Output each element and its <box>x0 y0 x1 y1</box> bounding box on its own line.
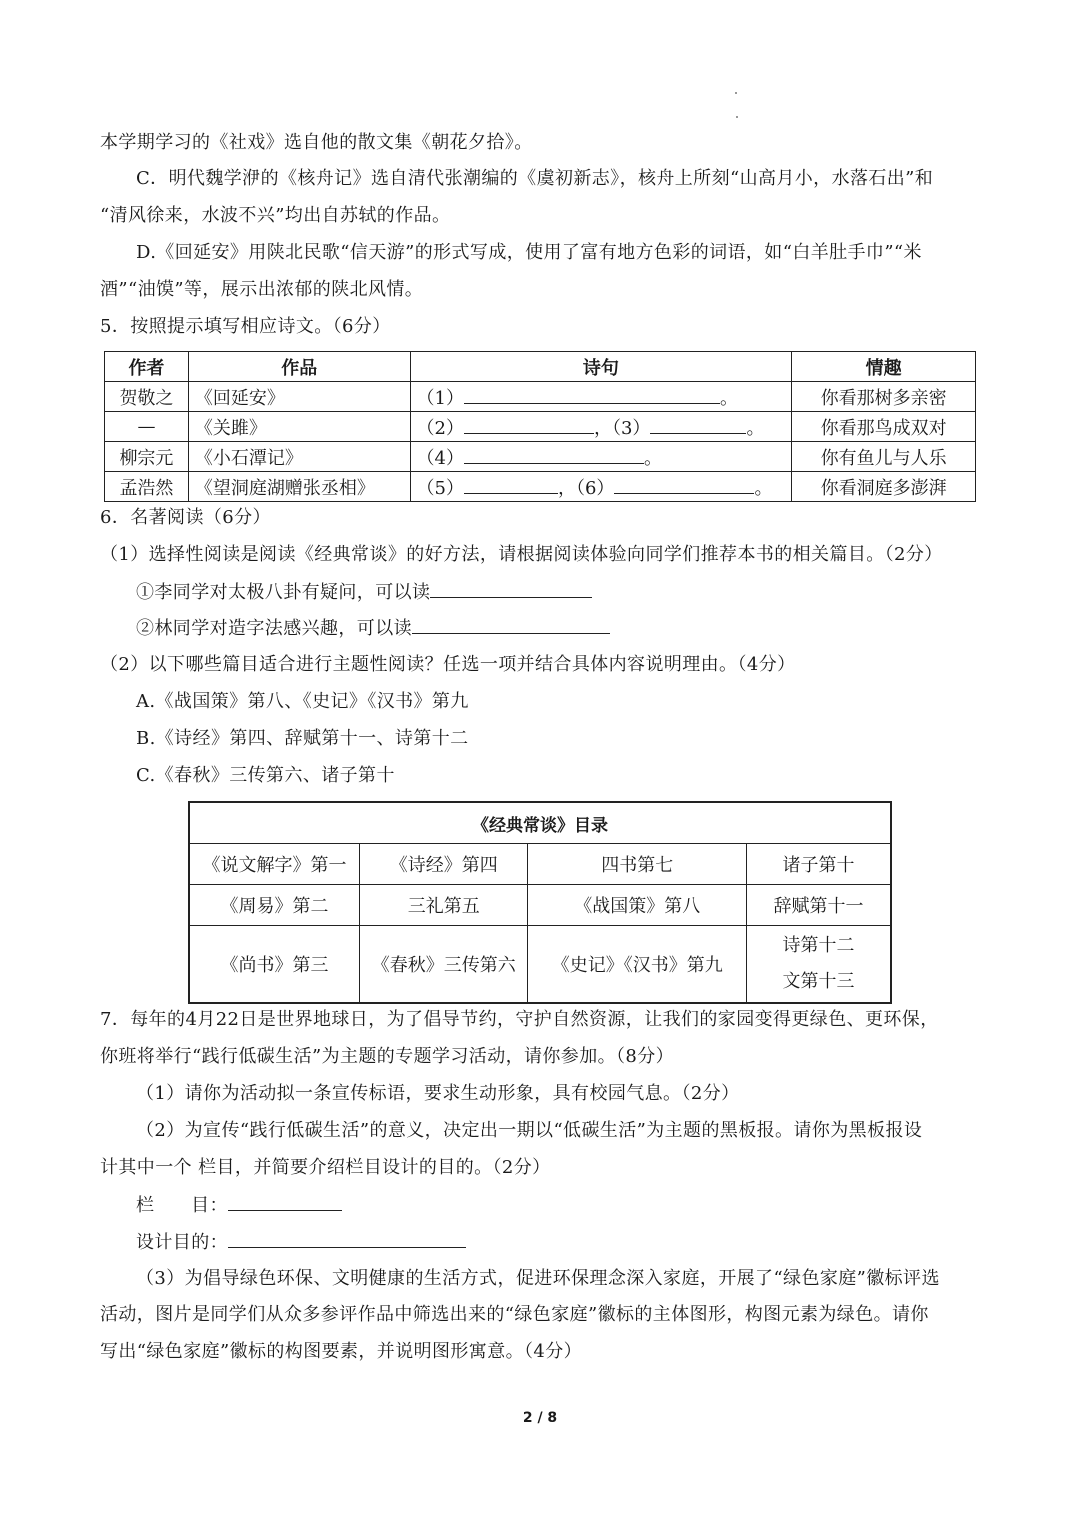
answer-blank-purpose[interactable] <box>228 1229 466 1248</box>
page-number: 2 / 8 <box>522 1410 558 1426</box>
lanmu-label: 栏 目： <box>136 1195 228 1216</box>
toc-cell: 《说文解字》第一 <box>189 844 359 885</box>
toc-cell: 辞赋第十一 <box>747 885 891 926</box>
q6-part1-b-text: ②林同学对造字法感兴趣，可以读 <box>136 618 412 639</box>
header-mood: 情趣 <box>792 352 976 382</box>
answer-blank-q6-b[interactable] <box>412 615 610 634</box>
header-work: 作品 <box>188 352 410 382</box>
toc-cell-stacked <box>747 926 891 1004</box>
verse-cell <box>410 382 792 412</box>
work-cell: 《望洞庭湖赠张丞相》 <box>188 472 410 502</box>
answer-blank-5[interactable] <box>464 475 558 494</box>
toc-cell: 《周易》第二 <box>189 885 359 926</box>
verse-label: （1） <box>416 387 464 409</box>
verse-end: 。 <box>754 477 773 499</box>
q7-sub3-line2: 活动，图片是同学们从众多参评作品中筛选出来的“绿色家庭”徽标的主体图形，构图元素为绿色。请你 <box>100 1304 929 1325</box>
verse-label: （4） <box>416 447 464 469</box>
q7-sub2-line2: 计其中一个 栏目，并简要介绍栏目设计的目的。（2分） <box>100 1157 551 1178</box>
scan-speck <box>736 116 738 118</box>
answer-blank-4[interactable] <box>464 445 644 464</box>
header-verse: 诗句 <box>410 352 792 382</box>
answer-blank-2[interactable] <box>464 415 594 434</box>
q6-part2: （2）以下哪些篇目适合进行主题性阅读？任选一项并结合具体内容说明理由。（4分） <box>100 654 796 675</box>
q4-option-d-line1: D.《回延安》用陕北民歌“信天游”的形式写成，使用了富有地方色彩的词语，如“白羊肚手巾”“米 <box>136 242 922 263</box>
mood-cell: 你看那树多亲密 <box>792 382 976 412</box>
poem-table-header <box>105 352 976 382</box>
q6-part1-b <box>136 615 610 642</box>
poem-table <box>104 351 976 502</box>
header-author: 作者 <box>105 352 189 382</box>
author-cell: 孟浩然 <box>105 472 189 502</box>
toc-cell: 《春秋》三传第六 <box>359 926 527 1004</box>
q7-sub2-line1: （2）为宣传“践行低碳生活”的意义，决定出一期以“低碳生活”为主题的黑板报。请你为黑板报设 <box>136 1120 923 1141</box>
verse-cell <box>410 412 792 442</box>
q6-title: 6．名著阅读（6分） <box>100 507 271 528</box>
verse-end: 。 <box>746 417 765 439</box>
answer-blank-3[interactable] <box>650 415 746 434</box>
toc-entry: 诗第十二 <box>782 935 855 956</box>
toc-title: 《经典常谈》目录 <box>189 802 891 844</box>
toc-cell: 《诗经》第四 <box>359 844 527 885</box>
q6-option-b: B.《诗经》第四、辞赋第十一、诗第十二 <box>136 728 469 749</box>
work-cell: 《回延安》 <box>188 382 410 412</box>
verse-cell <box>410 472 792 502</box>
answer-blank-q6-a[interactable] <box>430 579 592 598</box>
toc-entry: 文第十三 <box>782 971 855 992</box>
verse-label: （5） <box>416 477 464 499</box>
toc-cell: 三礼第五 <box>359 885 527 926</box>
q4-option-c-line1: C．明代魏学洢的《核舟记》选自清代张潮编的《虞初新志》，核舟上所刻“山高月小，水落石出”和 <box>136 168 934 189</box>
verse-mid: ，（3） <box>593 417 651 439</box>
toc-cell: 四书第七 <box>528 844 747 885</box>
toc-cell: 《史记》《汉书》第九 <box>528 926 747 1004</box>
q7-sub3-line3: 写出“绿色家庭”徽标的构图要素，并说明图形寓意。（4分） <box>100 1341 583 1362</box>
verse-end: 。 <box>643 447 662 469</box>
q6-part1-a-text: ①李同学对太极八卦有疑问，可以读 <box>136 582 431 603</box>
q7-line2: 你班将举行“践行低碳生活”为主题的专题学习活动，请你参加。（8分） <box>100 1046 675 1067</box>
q7-sub1: （1）请你为活动拟一条宣传标语，要求生动形象，具有校园气息。（2分） <box>136 1083 740 1104</box>
q5-title: 5．按照提示填写相应诗文。（6分） <box>100 316 391 337</box>
author-cell: 柳宗元 <box>105 442 189 472</box>
q6-option-c: C.《春秋》三传第六、诸子第十 <box>136 765 395 786</box>
q6-option-a: A.《战国策》第八、《史记》《汉书》第九 <box>136 691 469 712</box>
author-cell: 贺敬之 <box>105 382 189 412</box>
mood-cell: 你看洞庭多澎湃 <box>792 472 976 502</box>
verse-label: （2） <box>416 417 464 439</box>
mood-cell: 你看那鸟成双对 <box>792 412 976 442</box>
scan-speck <box>735 92 737 94</box>
work-cell: 《关雎》 <box>188 412 410 442</box>
verse-end: 。 <box>719 387 738 409</box>
toc-cell: 诸子第十 <box>747 844 891 885</box>
q6-part1-a <box>136 579 592 606</box>
table-row <box>189 844 891 885</box>
purpose-label: 设计目的： <box>136 1232 228 1253</box>
toc-cell: 《尚书》第三 <box>189 926 359 1004</box>
q7-sub3-line1: （3）为倡导绿色环保、文明健康的生活方式，促进环保理念深入家庭，开展了“绿色家庭”徽标评选 <box>136 1268 940 1289</box>
q4-option-c-line2: “清风徐来，水波不兴”均出自苏轼的作品。 <box>100 205 451 226</box>
work-cell: 《小石潭记》 <box>188 442 410 472</box>
q4-b-continuation: 本学期学习的《社戏》选自他的散文集《朝花夕拾》。 <box>100 132 533 153</box>
q7-purpose <box>136 1229 466 1256</box>
toc-table <box>188 801 892 1004</box>
author-cell: — <box>105 412 189 442</box>
q4-option-d-line2: 酒”“油馍”等，展示出浓郁的陕北风情。 <box>100 279 424 300</box>
mood-cell: 你有鱼儿与人乐 <box>792 442 976 472</box>
q6-part1: （1）选择性阅读是阅读《经典常谈》的好方法，请根据阅读体验向同学们推荐本书的相关篇目。（2分） <box>100 544 943 565</box>
table-row <box>105 382 976 412</box>
answer-blank-lanmu[interactable] <box>228 1192 342 1211</box>
answer-blank-1[interactable] <box>464 385 720 404</box>
verse-cell <box>410 442 792 472</box>
table-row <box>189 885 891 926</box>
answer-blank-6[interactable] <box>614 475 754 494</box>
q7-line1: 7．每年的4月22日是世界地球日，为了倡导节约，守护自然资源，让我们的家园变得更绿色、更环保， <box>100 1009 939 1030</box>
toc-title-row <box>189 802 891 844</box>
table-row <box>105 412 976 442</box>
table-row <box>189 926 891 1004</box>
table-row <box>105 472 976 502</box>
table-row <box>105 442 976 472</box>
verse-mid: ，（6） <box>557 477 615 499</box>
q7-lanmu <box>136 1192 342 1219</box>
toc-cell: 《战国策》第八 <box>528 885 747 926</box>
